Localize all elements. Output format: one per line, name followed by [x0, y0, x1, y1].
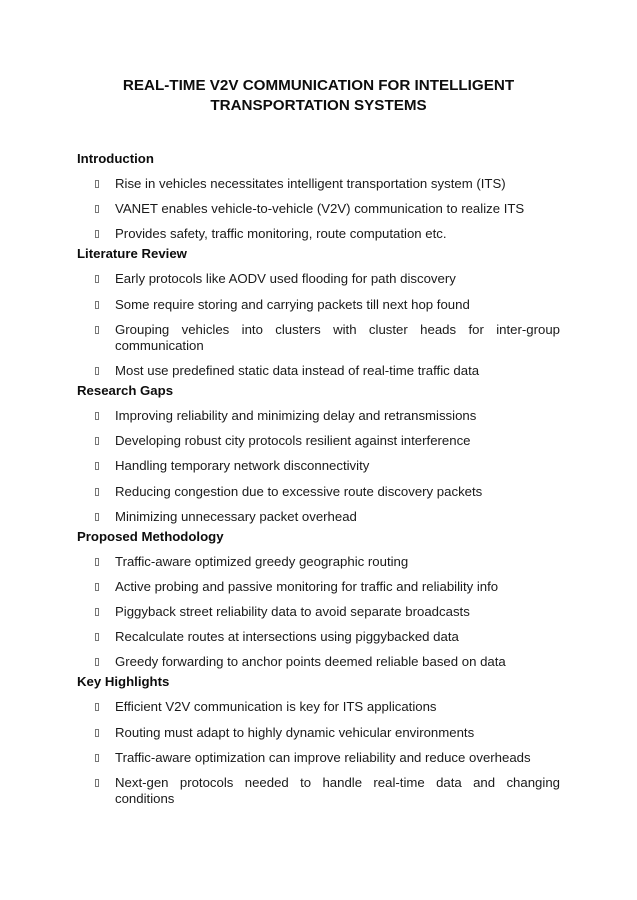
- list-item-text: Active probing and passive monitoring for traffic and reliability info: [115, 578, 499, 594]
- list-item: [77, 725, 560, 741]
- bullet-icon: [95, 367, 99, 375]
- list-item: [77, 629, 560, 645]
- list-item: [77, 775, 560, 807]
- list-item: [77, 176, 560, 192]
- list-item: [77, 654, 560, 670]
- bullet-icon: [95, 230, 99, 238]
- list-item: [77, 363, 560, 379]
- section-introduction: [77, 151, 560, 242]
- section-heading: Proposed Methodology: [77, 528, 224, 544]
- list-item: [77, 509, 560, 525]
- bullet-list: [77, 176, 560, 242]
- list-item-text: Early protocols like AODV used flooding for path discovery: [115, 271, 456, 287]
- list-item-text: Some require storing and carrying packets till next hop found: [115, 296, 470, 312]
- list-item: [77, 201, 560, 217]
- list-item-text: Piggyback street reliability data to avoid separate broadcasts: [115, 604, 470, 620]
- document-title: [77, 76, 560, 116]
- list-item: [77, 699, 560, 715]
- section-proposed-methodology: [77, 529, 560, 671]
- bullet-icon: [95, 779, 99, 787]
- list-item-text: Improving reliability and minimizing delay and retransmissions: [115, 407, 477, 423]
- bullet-icon: [95, 205, 99, 213]
- section-heading: Literature Review: [77, 246, 187, 262]
- document-body: [77, 151, 560, 811]
- section-literature-review: [77, 246, 560, 379]
- list-item-text: Rise in vehicles necessitates intelligent transportation system (ITS): [115, 176, 506, 191]
- bullet-icon: [95, 583, 99, 591]
- list-item-text: Recalculate routes at intersections using piggybacked data: [115, 629, 459, 645]
- list-item: [77, 226, 560, 242]
- list-item-text: Routing must adapt to highly dynamic vehicular environments: [115, 724, 475, 740]
- bullet-icon: [95, 462, 99, 470]
- list-item-text: Traffic-aware optimization can improve reliability and reduce overheads: [115, 749, 531, 765]
- list-item-text: Developing robust city protocols resilient against interference: [115, 433, 471, 449]
- bullet-icon: [95, 326, 99, 334]
- list-item-text: Efficient V2V communication is key for ITS applications: [115, 699, 437, 715]
- list-item-text: Handling temporary network disconnectivity: [115, 458, 370, 474]
- list-item-text: Most use predefined static data instead of real-time traffic data: [115, 362, 480, 378]
- section-heading: Introduction: [77, 151, 154, 166]
- list-item-text: Greedy forwarding to anchor points deemed reliable based on data: [115, 654, 506, 670]
- bullet-list: [77, 408, 560, 525]
- bullet-icon: [95, 703, 99, 711]
- list-item: [77, 271, 560, 287]
- list-item: [77, 554, 560, 570]
- bullet-icon: [95, 754, 99, 762]
- list-item-text: Next-gen protocols needed to handle real-time data and changing conditions: [115, 775, 560, 806]
- bullet-list: [77, 699, 560, 807]
- bullet-icon: [95, 180, 99, 188]
- bullet-icon: [95, 558, 99, 566]
- section-heading: Key Highlights: [77, 674, 170, 690]
- list-item-text: Reducing congestion due to excessive route discovery packets: [115, 483, 483, 499]
- list-item-text: Minimizing unnecessary packet overhead: [115, 508, 357, 524]
- section-heading: Research Gaps: [77, 382, 174, 398]
- bullet-list: [77, 554, 560, 671]
- bullet-icon: [95, 633, 99, 641]
- bullet-icon: [95, 729, 99, 737]
- section-key-highlights: [77, 674, 560, 807]
- list-item: [77, 322, 560, 354]
- bullet-icon: [95, 437, 99, 445]
- title-line-1: REAL-TIME V2V COMMUNICATION FOR INTELLIGENT: [122, 77, 515, 94]
- title-line-2: TRANSPORTATION SYSTEMS: [210, 97, 427, 114]
- bullet-icon: [95, 412, 99, 420]
- list-item: [77, 458, 560, 474]
- list-item: [77, 604, 560, 620]
- bullet-list: [77, 271, 560, 379]
- bullet-icon: [95, 488, 99, 496]
- list-item: [77, 750, 560, 766]
- list-item: [77, 579, 560, 595]
- bullet-icon: [95, 658, 99, 666]
- list-item: [77, 433, 560, 449]
- list-item-text: Provides safety, traffic monitoring, route computation etc.: [115, 226, 447, 242]
- list-item: [77, 297, 560, 313]
- list-item: [77, 408, 560, 424]
- bullet-icon: [95, 275, 99, 283]
- bullet-icon: [95, 513, 99, 521]
- list-item-text: Traffic-aware optimized greedy geographic routing: [115, 553, 409, 569]
- section-research-gaps: [77, 383, 560, 525]
- list-item-text: VANET enables vehicle-to-vehicle (V2V) communication to realize ITS: [115, 201, 525, 217]
- bullet-icon: [95, 608, 99, 616]
- bullet-icon: [95, 301, 99, 309]
- list-item-text: Grouping vehicles into clusters with cluster heads for inter-group communication: [115, 321, 560, 353]
- list-item: [77, 484, 560, 500]
